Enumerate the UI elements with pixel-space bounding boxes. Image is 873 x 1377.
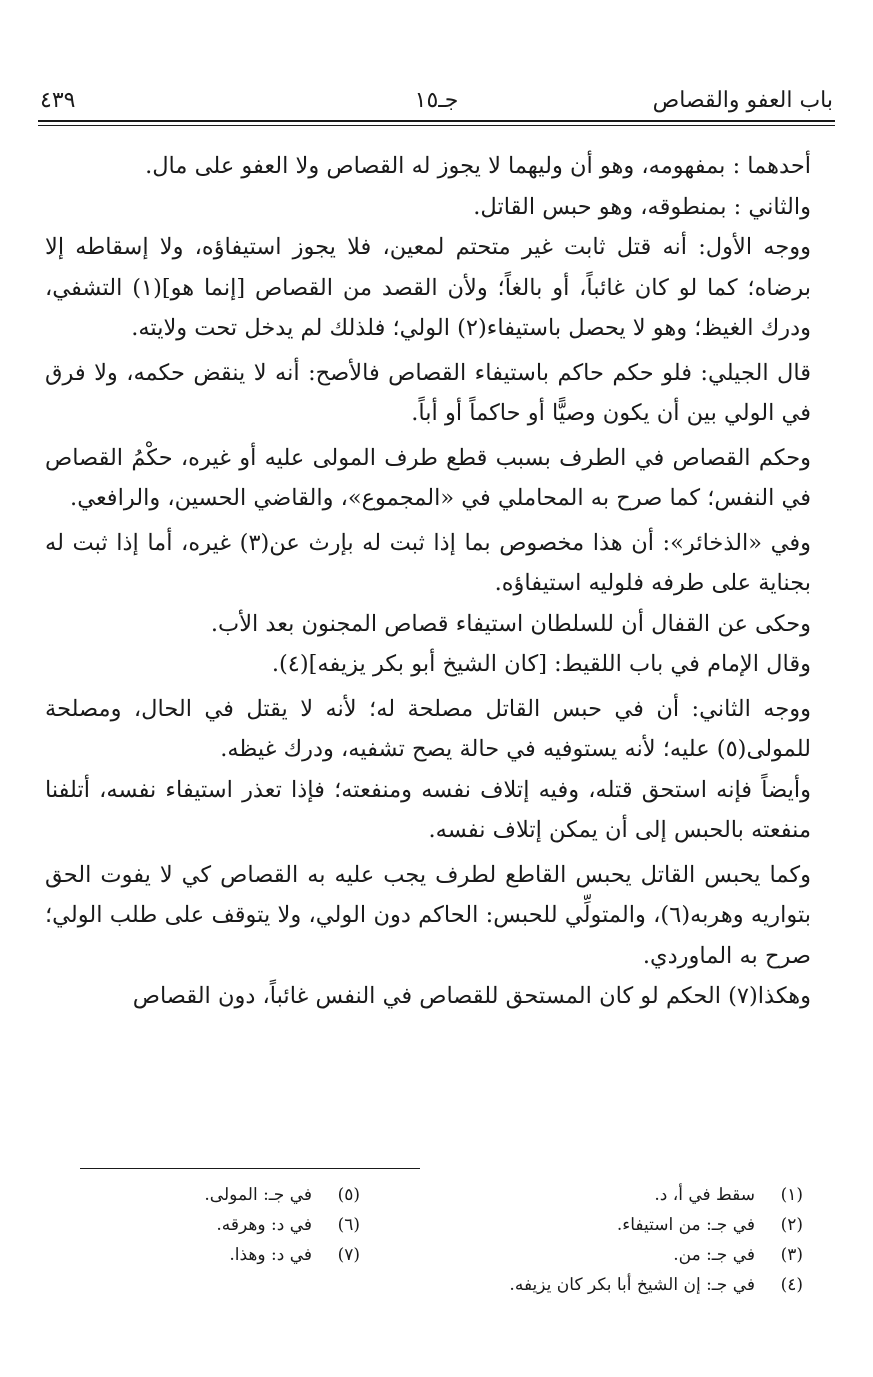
header-rule-thin (38, 125, 835, 126)
footnotes (60, 1180, 803, 1300)
paragraph: وهكذا(٧) الحكم لو كان المستحق للقصاص في النفس غائباً، دون القصاص (132, 983, 811, 1009)
volume-number: جـ١٥ (414, 87, 459, 113)
footnote-item (60, 1180, 360, 1210)
footnote-rule (80, 1168, 420, 1169)
paragraph: وحكم القصاص في الطرف بسبب قطع طرف المولى عليه أو غيره، حكْمُ القصاص في النفس؛ كما صرح به المحاملي في «المجموع»، والقاضي الحسين، والرافعي. (45, 444, 811, 511)
footnote-number: (٤) (780, 1275, 803, 1295)
footnote-item (383, 1180, 803, 1210)
footnote-item (383, 1270, 803, 1300)
footnote-item (60, 1210, 360, 1240)
footnote-item (383, 1210, 803, 1240)
paragraph: وأيضاً فإنه استحق قتله، وفيه إتلاف نفسه ومنفعته؛ فإذا تعذر استيفاء نفسه، أتلفنا منفعته بالحبس إلى أن يمكن إتلاف نفسه. (45, 776, 811, 843)
footnote-item (60, 1240, 360, 1270)
main-text (45, 146, 833, 1017)
footnote-number: (٧) (337, 1245, 360, 1265)
paragraph: أحدهما : بمفهومه، وهو أن وليهما لا يجوز له القصاص ولا العفو على مال. (145, 153, 811, 179)
footnote-text: في د: وهذا. (229, 1245, 312, 1265)
footnote-text: في د: وهرقه. (216, 1215, 312, 1235)
paragraph: وفي «الذخائر»: أن هذا مخصوص بما إذا ثبت له بإرث عن(٣) غيره، أما إذا ثبت له بجناية على طرفه فلوليه استيفاؤه. (45, 529, 811, 596)
footnote-number: (٥) (337, 1185, 360, 1205)
paragraph: وكما يحبس القاتل يحبس القاطع لطرف يجب عليه به القصاص كي لا يفوت الحق بتواريه وهربه(٦)، والمتولِّي للحبس: الحاكم دون الولي، ولا يتوقف على طلب الولي؛ صرح به الماوردي. (45, 861, 811, 969)
paragraph: ووجه الثاني: أن في حبس القاتل مصلحة له؛ لأنه لا يقتل في الحال، ومصلحة للمولى(٥) عليه؛ لأنه يستوفيه في حالة يصح تشفيه، ودرك غيظه. (45, 695, 811, 762)
footnote-text: سقط في أ، د. (654, 1185, 755, 1205)
paragraph: والثاني : بمنطوقه، وهو حبس القاتل. (473, 193, 811, 220)
header-rule-thick (38, 120, 835, 122)
running-header (40, 82, 833, 118)
paragraph: وقال الإمام في باب اللقيط: [كان الشيخ أبو بكر يزيفه](٤). (271, 651, 811, 677)
footnote-number: (١) (780, 1185, 803, 1205)
paragraph: قال الجيلي: فلو حكم حاكم باستيفاء القصاص فالأصح: أنه لا ينقض حكمه، ولا فرق في الولي بين أن يكون وصيًّا أو حاكماً أو أباً. (45, 359, 811, 426)
paragraph: ووجه الأول: أنه قتل ثابت غير متحتم لمعين، فلا يجوز استيفاؤه، ولا إسقاطه إلا برضاه؛ كما لو كان غائباً، أو بالغاً؛ ولأن القصد من القصاص [إنما هو](١) التشفي، ودرك الغيظ؛ وهو لا يحصل باستيفاء(٢) الولي؛ فلذلك لم يدخل تحت ولايته. (45, 234, 812, 341)
footnote-text: في جـ: المولى. (204, 1185, 312, 1205)
chapter-title: باب العفو والقصاص (652, 87, 833, 113)
footnote-number: (٣) (780, 1245, 803, 1265)
footnote-column-left (60, 1180, 360, 1300)
footnote-number: (٦) (337, 1215, 360, 1235)
footnote-number: (٢) (780, 1215, 803, 1235)
footnote-column-right (383, 1180, 803, 1300)
footnote-item (383, 1240, 803, 1270)
paragraph: وحكى عن القفال أن للسلطان استيفاء قصاص المجنون بعد الأب. (210, 610, 811, 637)
footnote-text: في جـ: إن الشيخ أبا بكر كان يزيفه. (509, 1275, 755, 1295)
footnote-text: في جـ: من. (673, 1245, 755, 1265)
page-number: ٤٣٩ (40, 87, 76, 113)
footnote-text: في جـ: من استيفاء. (616, 1215, 755, 1235)
